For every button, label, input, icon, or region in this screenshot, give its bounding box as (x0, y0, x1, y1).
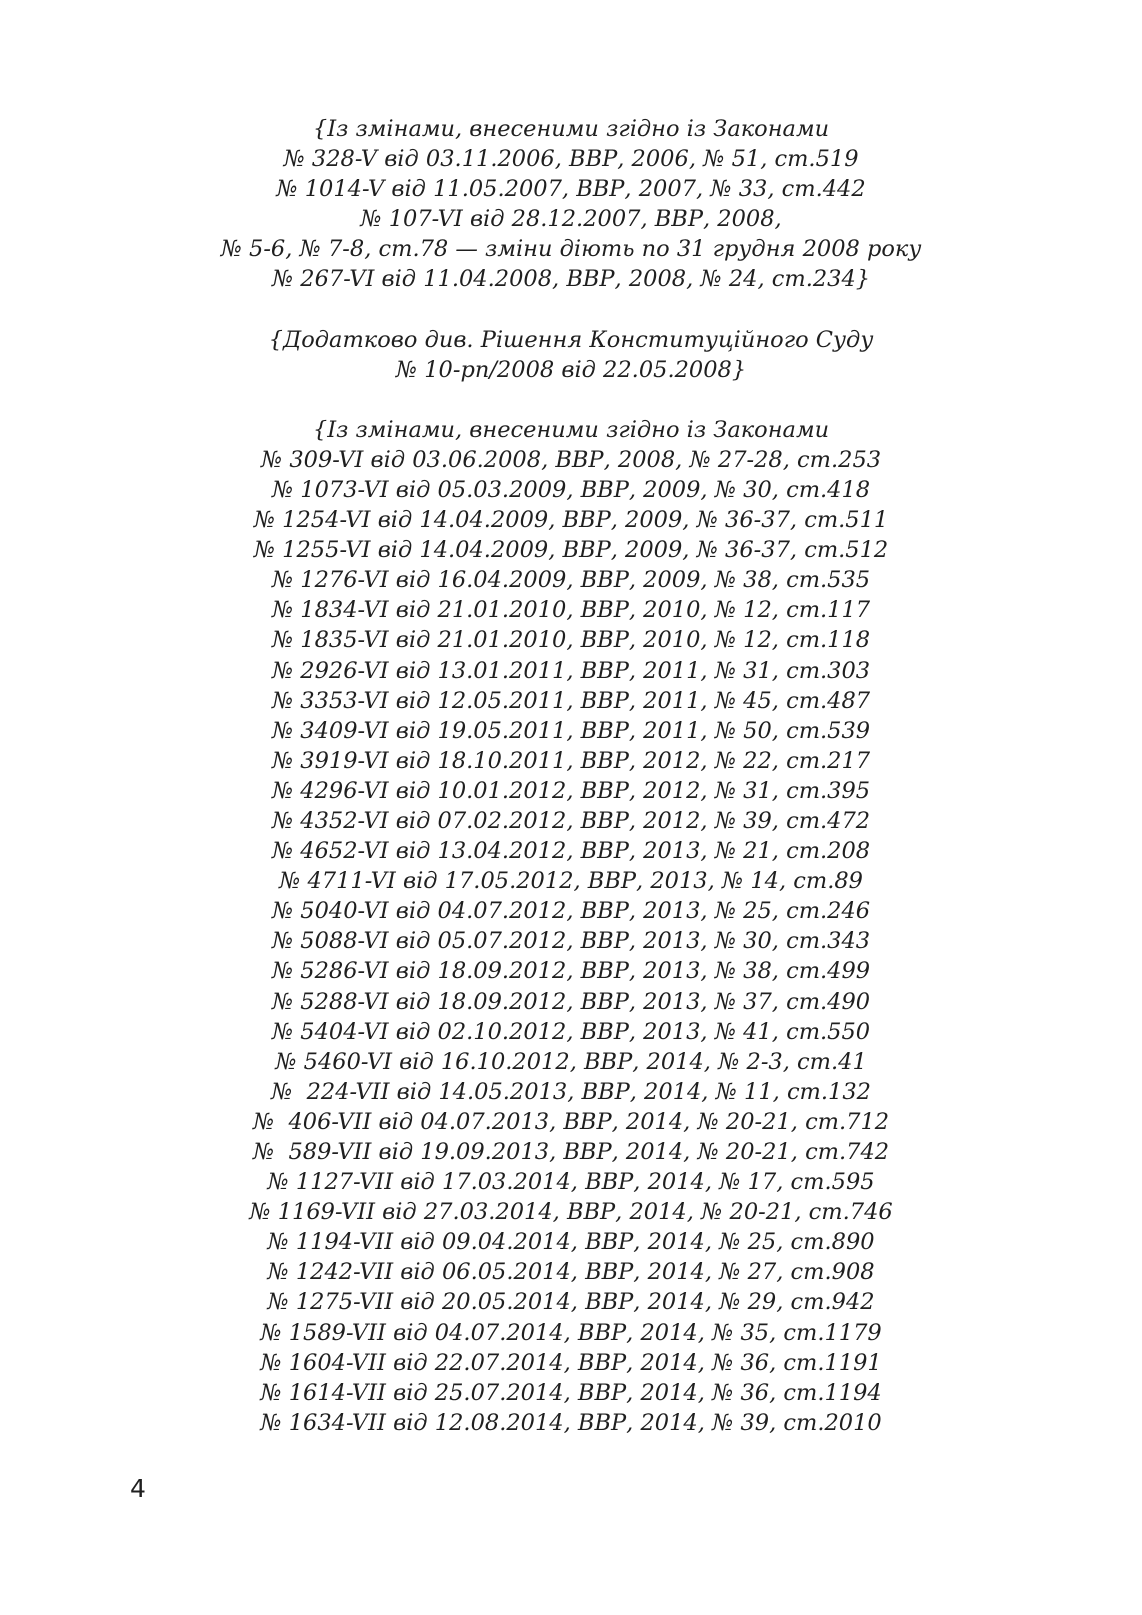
text-line: № 309-VI від 03.06.2008, ВВР, 2008, № 27-28, ст.253 (260, 446, 882, 473)
text-line: № 1127-VII від 17.03.2014, ВВР, 2014, № 17, ст.595 (267, 1169, 875, 1196)
text-line: № 1835-VI від 21.01.2010, ВВР, 2010, № 12, ст.118 (271, 627, 871, 654)
text-line: № 328-V від 03.11.2006, ВВР, 2006, № 51, ст.519 (283, 146, 859, 173)
text-line: № 1194-VII від 09.04.2014, ВВР, 2014, № 25, ст.890 (267, 1229, 875, 1256)
text-block (180, 114, 962, 295)
text-line: № 589-VII від 19.09.2013, ВВР, 2014, № 20-21, ст.742 (252, 1139, 890, 1165)
text-line: № 2926-VI від 13.01.2011, ВВР, 2011, № 31, ст.303 (271, 657, 871, 684)
text-line: № 4711-VI від 17.05.2012, ВВР, 2013, № 14, ст.89 (279, 868, 863, 895)
text-line: {Із змінами, внесеними згідно із Законами (312, 416, 830, 443)
text-line: № 107-VI від 28.12.2007, ВВР, 2008, (360, 206, 782, 233)
text-line: {Додатково див. Рішення Конституційного Суду (268, 326, 874, 353)
text-line: № 3409-VI від 19.05.2011, ВВР, 2011, № 50, ст.539 (271, 717, 871, 744)
text-line: № 3353-VI від 12.05.2011, ВВР, 2011, № 45, ст.487 (271, 687, 871, 714)
text-line: № 1254-VI від 14.04.2009, ВВР, 2009, № 36-37, ст.511 (253, 507, 889, 534)
text-line: № 1242-VII від 06.05.2014, ВВР, 2014, № 27, ст.908 (267, 1259, 875, 1286)
text-line: № 5088-VI від 05.07.2012, ВВР, 2013, № 30, ст.343 (271, 928, 871, 955)
text-line: № 5286-VI від 18.09.2012, ВВР, 2013, № 38, ст.499 (271, 958, 871, 985)
text-line: № 1614-VII від 25.07.2014, ВВР, 2014, № 36, ст.1194 (260, 1379, 882, 1406)
text-line: № 3919-VI від 18.10.2011, ВВР, 2012, № 22, ст.217 (271, 747, 871, 774)
text-line: № 1073-VI від 05.03.2009, ВВР, 2009, № 30, ст.418 (271, 476, 871, 503)
text-line: № 1834-VI від 21.01.2010, ВВР, 2010, № 12, ст.117 (271, 597, 871, 624)
text-line: № 1014-V від 11.05.2007, ВВР, 2007, № 33, ст.442 (276, 176, 866, 203)
text-line: № 406-VII від 04.07.2013, ВВР, 2014, № 20-21, ст.712 (252, 1108, 890, 1135)
amendments-text (180, 114, 962, 1438)
text-line: № 267-VI від 11.04.2008, ВВР, 2008, № 24, ст.234} (271, 266, 871, 293)
text-line: № 5040-VI від 04.07.2012, ВВР, 2013, № 25, ст.246 (271, 898, 871, 925)
text-line: № 4352-VI від 07.02.2012, ВВР, 2012, № 39, ст.472 (271, 807, 871, 834)
text-line: № 5404-VI від 02.10.2012, ВВР, 2013, № 41, ст.550 (271, 1018, 871, 1045)
text-line: № 1169-VII від 27.03.2014, ВВР, 2014, № 20-21, ст.746 (249, 1199, 893, 1226)
text-line: № 5-6, № 7-8, ст.78 — зміни діють по 31 грудня 2008 року (220, 236, 922, 263)
text-line: № 1589-VII від 04.07.2014, ВВР, 2014, № 35, ст.1179 (260, 1319, 882, 1346)
text-block (180, 415, 962, 1438)
text-line: № 4652-VI від 13.04.2012, ВВР, 2013, № 21, ст.208 (271, 838, 871, 865)
text-line: № 5288-VI від 18.09.2012, ВВР, 2013, № 37, ст.490 (271, 988, 871, 1015)
text-line: № 1275-VII від 20.05.2014, ВВР, 2014, № 29, ст.942 (267, 1289, 875, 1316)
text-block (180, 325, 962, 385)
page-number: 4 (130, 1474, 146, 1503)
text-line: № 10-рп/2008 від 22.05.2008} (395, 356, 747, 383)
text-line: № 4296-VI від 10.01.2012, ВВР, 2012, № 31, ст.395 (271, 777, 871, 804)
text-line: № 224-VII від 14.05.2013, ВВР, 2014, № 11, ст.132 (270, 1078, 871, 1105)
text-line: № 5460-VI від 16.10.2012, ВВР, 2014, № 2-3, ст.41 (275, 1048, 867, 1075)
text-line: № 1604-VII від 22.07.2014, ВВР, 2014, № 36, ст.1191 (260, 1349, 882, 1376)
text-line: {Із змінами, внесеними згідно із Законами (312, 116, 830, 142)
text-line: № 1634-VII від 12.08.2014, ВВР, 2014, № 39, ст.2010 (260, 1409, 882, 1436)
text-line: № 1276-VI від 16.04.2009, ВВР, 2009, № 38, ст.535 (271, 567, 871, 594)
text-line: № 1255-VI від 14.04.2009, ВВР, 2009, № 36-37, ст.512 (253, 537, 889, 564)
